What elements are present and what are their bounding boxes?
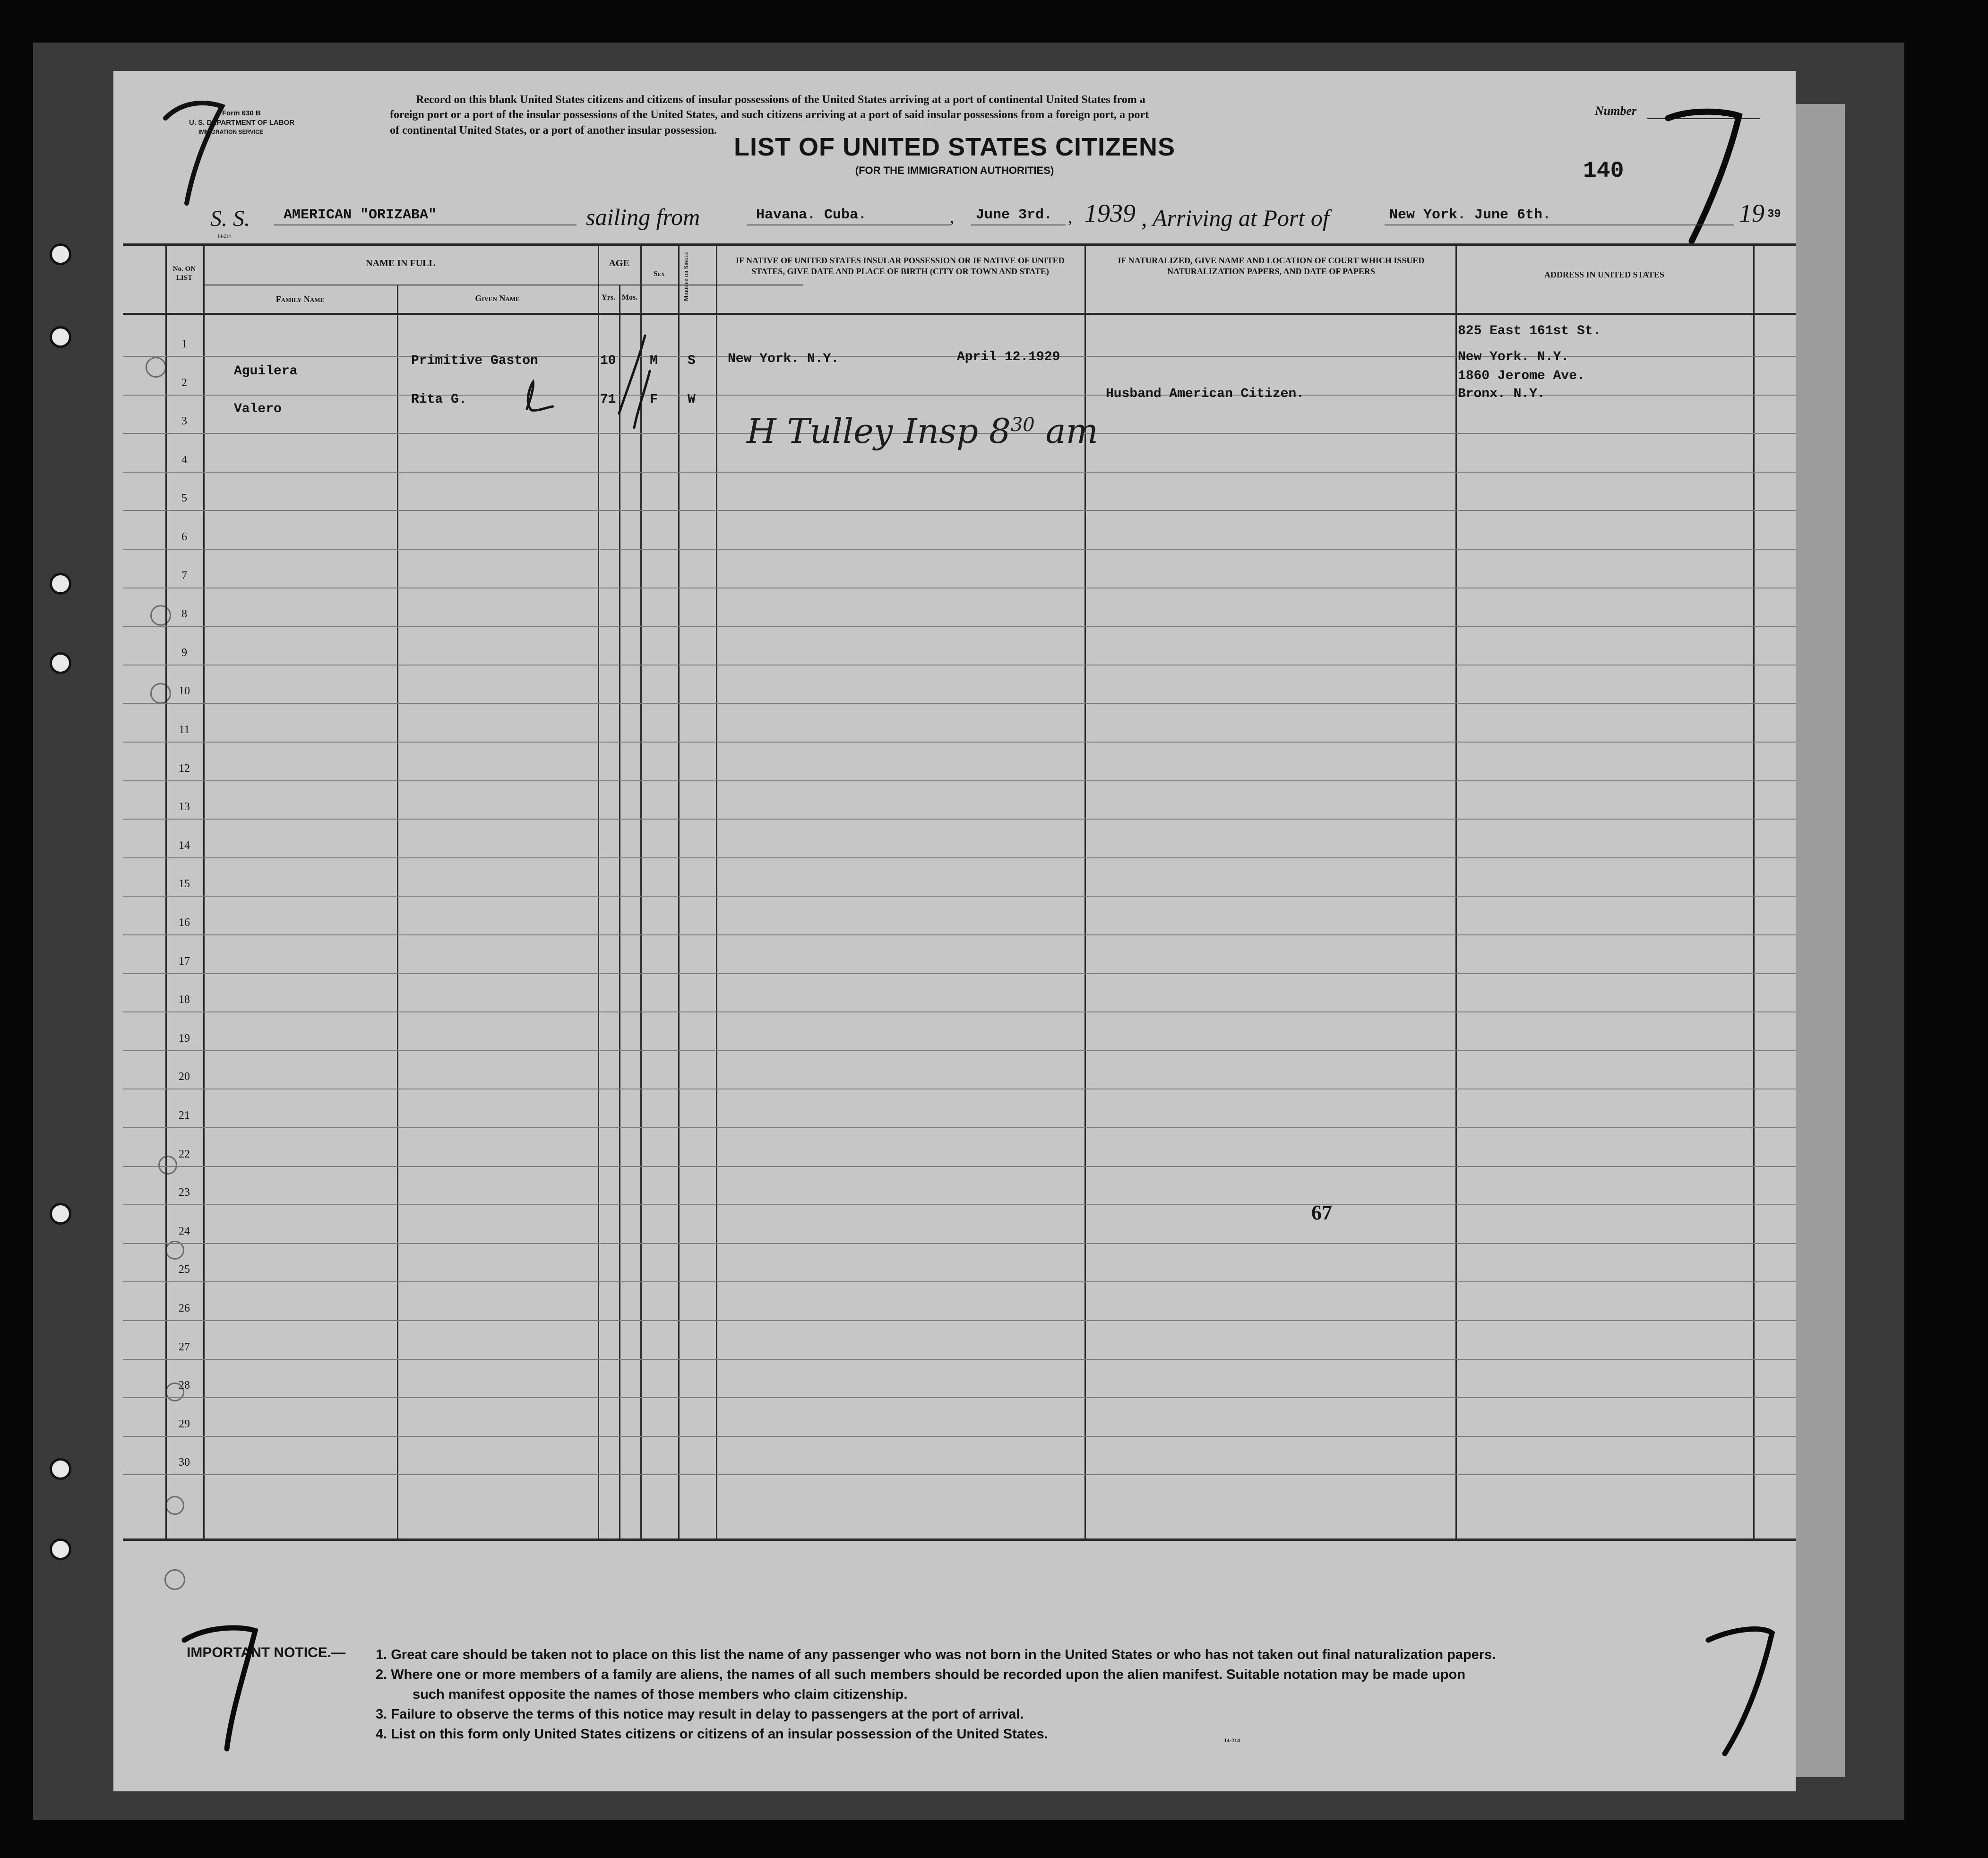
notice-item-3: 3. Failure to observe the terms of this notice may result in delay to passengers at the port of arrival. bbox=[376, 1707, 1024, 1722]
row-number: 7 bbox=[181, 569, 187, 582]
departure-year: 1939 bbox=[1084, 199, 1136, 227]
row-number: 12 bbox=[179, 762, 190, 775]
col-rule bbox=[1753, 243, 1755, 1538]
row-number: 18 bbox=[179, 994, 190, 1006]
inspector-note-time-suffix: am bbox=[1045, 411, 1098, 451]
header-no-on-list: No. ON LIST bbox=[172, 265, 196, 282]
row-line bbox=[123, 742, 1796, 743]
row-number: 20 bbox=[179, 1071, 190, 1083]
row2-address-line2: Bronx. N.Y. bbox=[1458, 387, 1545, 401]
number-label: Number bbox=[1595, 104, 1637, 118]
row-line bbox=[123, 973, 1796, 974]
row-line bbox=[123, 549, 1796, 550]
header-given-name: Given Name bbox=[475, 294, 520, 303]
handwritten-check-marks bbox=[600, 328, 657, 437]
row-number: 2 bbox=[181, 376, 187, 389]
ship-name: AMERICAN "ORIZABA" bbox=[284, 207, 437, 223]
row-number: 26 bbox=[179, 1302, 190, 1314]
row-line bbox=[123, 626, 1796, 627]
row-line bbox=[123, 1166, 1796, 1167]
row-number: 23 bbox=[179, 1186, 190, 1199]
header-name-in-full: NAME IN FULL bbox=[366, 258, 435, 268]
row-line bbox=[123, 1474, 1796, 1475]
row-line bbox=[123, 1050, 1796, 1051]
table-bottom-border bbox=[123, 1538, 1796, 1541]
row-number: 17 bbox=[179, 955, 190, 968]
col-rule bbox=[1455, 243, 1457, 1538]
row2-given-name: Rita G. bbox=[411, 392, 467, 407]
inspector-note-text: H Tulley Insp 8 bbox=[747, 411, 1011, 451]
row-line bbox=[123, 1011, 1796, 1012]
row2-naturalization: Husband American Citizen. bbox=[1106, 387, 1305, 401]
col-rule bbox=[619, 285, 620, 1538]
row-number: 27 bbox=[179, 1340, 190, 1353]
row-line bbox=[123, 1127, 1796, 1128]
header-family-name: Family Name bbox=[275, 294, 325, 304]
binder-hole bbox=[50, 652, 71, 674]
row-number: 11 bbox=[179, 724, 190, 736]
row2-age-years: 71 bbox=[600, 392, 616, 407]
row-number: 16 bbox=[179, 916, 190, 929]
notice-item-1: 1. Great care should be taken not to place on this list the name of any passenger who was not born in the United States or who has not taken out final naturalization papers. bbox=[376, 1647, 1496, 1662]
header-address: ADDRESS IN UNITED STATES bbox=[1544, 270, 1664, 279]
header-age: AGE bbox=[609, 258, 629, 268]
row-line bbox=[123, 1359, 1796, 1360]
row-number: 3 bbox=[181, 415, 187, 428]
row-line bbox=[123, 1281, 1796, 1282]
header-married-or-single: Married or Single bbox=[682, 252, 689, 302]
punch-hole-outline bbox=[165, 1496, 184, 1515]
row1-address-line1: 825 East 161st St. bbox=[1458, 324, 1601, 338]
form-number: Form 630 B bbox=[222, 109, 261, 117]
binder-hole bbox=[50, 326, 71, 348]
row-line bbox=[123, 780, 1796, 781]
row-line bbox=[123, 1243, 1796, 1244]
row-line bbox=[123, 1320, 1796, 1321]
row-line bbox=[123, 703, 1796, 704]
row1-age-years: 10 bbox=[600, 354, 616, 368]
row-line bbox=[123, 934, 1796, 935]
row-number: 29 bbox=[179, 1417, 190, 1430]
row-number: 4 bbox=[181, 453, 187, 466]
binder-hole bbox=[50, 1458, 71, 1480]
page-subtitle: (FOR THE IMMIGRATION AUTHORITIES) bbox=[855, 164, 1054, 176]
arrival-port-date: New York. June 6th. bbox=[1389, 207, 1551, 223]
arrival-year-suffix: 39 bbox=[1767, 208, 1781, 221]
table-top-border bbox=[123, 243, 1796, 246]
instruction-line: foreign port or a port of the insular possessions of the United States, and such citizens arriving at a port of said insular possessions from a foreign port, a port bbox=[390, 109, 1149, 121]
row-number: 1 bbox=[181, 338, 187, 350]
row-number: 5 bbox=[181, 492, 187, 505]
col-rule bbox=[397, 285, 398, 1538]
row-number: 30 bbox=[179, 1456, 190, 1469]
comma: , bbox=[1068, 207, 1072, 226]
row1-birth-date: April 12.1929 bbox=[957, 350, 1060, 364]
row-number: 14 bbox=[179, 839, 190, 852]
row-line bbox=[123, 896, 1796, 897]
notice-item-2-continued: such manifest opposite the names of those members who claim citizenship. bbox=[413, 1687, 908, 1702]
departure-date: June 3rd. bbox=[976, 207, 1053, 223]
col-rule bbox=[203, 243, 205, 1538]
ss-label: S. S. bbox=[210, 206, 250, 231]
row2-sex: F bbox=[650, 392, 658, 407]
important-notice-label: IMPORTANT NOTICE.— bbox=[187, 1645, 346, 1660]
binder-hole bbox=[50, 1203, 71, 1225]
row-number: 9 bbox=[181, 646, 187, 659]
handwritten-inspector-note bbox=[747, 411, 1098, 451]
manifest-sheet bbox=[113, 71, 1796, 1791]
department-name: U. S. DEPARTMENT OF LABOR bbox=[189, 119, 295, 127]
comma: , bbox=[950, 207, 954, 226]
row-number: 25 bbox=[179, 1263, 190, 1276]
handwritten-seven-bottom-left bbox=[175, 1607, 269, 1758]
row2-family-name: Valero bbox=[234, 402, 282, 416]
row-number: 8 bbox=[181, 608, 187, 621]
row-number: 10 bbox=[179, 685, 190, 698]
row-number: 21 bbox=[179, 1109, 190, 1122]
arrival-year-prefix: 19 bbox=[1739, 199, 1764, 227]
row-number: 28 bbox=[179, 1379, 190, 1392]
binder-hole bbox=[50, 1538, 71, 1560]
handwritten-l-mark bbox=[520, 378, 562, 416]
row1-sex: M bbox=[650, 354, 658, 368]
notice-item-4: 4. List on this form only United States citizens or citizens of an insular possession of the United States. bbox=[376, 1727, 1048, 1742]
row1-marital-status: S bbox=[688, 354, 696, 368]
row-line bbox=[123, 510, 1796, 511]
stamp-number: 67 bbox=[1311, 1201, 1332, 1224]
punch-hole-outline bbox=[146, 357, 166, 378]
instruction-line: of continental United States, or a port of another insular possession. bbox=[390, 124, 717, 137]
row-number: 15 bbox=[179, 878, 190, 890]
row1-birth-place: New York. N.Y. bbox=[728, 352, 839, 366]
printer-code: 14-214 bbox=[217, 234, 231, 239]
important-notice-list bbox=[376, 1645, 1784, 1744]
row1-given-name: Primitive Gaston bbox=[411, 354, 538, 368]
row-number: 19 bbox=[179, 1032, 190, 1045]
instruction-line: Record on this blank United States citizens and citizens of insular possessions of the United States arriving at a port of continental United States from a bbox=[416, 94, 1145, 106]
col-rule bbox=[716, 243, 717, 1538]
row-line bbox=[123, 1204, 1796, 1205]
arriving-label: , Arriving at Port of bbox=[1141, 205, 1329, 231]
notice-item-2: 2. Where one or more members of a family are aliens, the names of all such members should be recorded upon the alien manifest. Suitable notation may be made upon bbox=[376, 1667, 1466, 1683]
notice-printer-code: 14-214 bbox=[1224, 1737, 1240, 1744]
row-line bbox=[123, 1436, 1796, 1437]
header-naturalization: IF NATURALIZED, GIVE NAME AND LOCATION OF COURT WHICH ISSUED NATURALIZATION PAPERS, AND DATE OF PAPERS bbox=[1118, 256, 1425, 276]
row1-address-line2: New York. N.Y. bbox=[1458, 350, 1569, 364]
service-name: IMMIGRATION SERVICE bbox=[198, 128, 263, 135]
sailing-from-label: sailing from bbox=[586, 204, 700, 230]
row-line bbox=[123, 857, 1796, 858]
row-line bbox=[123, 1397, 1796, 1398]
punch-hole-outline bbox=[164, 1569, 185, 1590]
row2-address-line1: 1860 Jerome Ave. bbox=[1458, 369, 1585, 383]
form-instructions bbox=[390, 92, 1618, 138]
col-rule bbox=[678, 243, 680, 1538]
header-mos: Mos. bbox=[621, 294, 638, 302]
page-number: 140 bbox=[1583, 158, 1624, 184]
col-rule bbox=[598, 243, 599, 1538]
inspector-note-time-minutes: 30 bbox=[1010, 414, 1035, 436]
row-number: 6 bbox=[181, 531, 187, 543]
row-number: 22 bbox=[179, 1148, 190, 1160]
header-birth-place: IF NATIVE OF UNITED STATES INSULAR POSSESSION OR IF NATIVE OF UNITED STATES, GIVE DATE AND PLACE OF BIRTH (CITY OR TOWN AND STATE) bbox=[736, 256, 1065, 276]
binder-hole bbox=[50, 243, 71, 265]
row-number: 13 bbox=[179, 801, 190, 813]
header-sex: Sex bbox=[653, 270, 665, 278]
departure-port: Havana. Cuba. bbox=[756, 207, 867, 223]
binder-hole bbox=[50, 573, 71, 595]
page-title: LIST OF UNITED STATES CITIZENS bbox=[734, 133, 1175, 161]
row2-marital-status: W bbox=[688, 392, 696, 407]
header-bottom-border bbox=[123, 313, 1796, 315]
row-line bbox=[123, 819, 1796, 820]
row-line bbox=[123, 472, 1796, 473]
col-rule bbox=[640, 243, 642, 1538]
row-number: 24 bbox=[179, 1225, 190, 1237]
row1-family-name: Aguilera bbox=[234, 364, 298, 379]
header-yrs: Yrs. bbox=[602, 294, 615, 302]
